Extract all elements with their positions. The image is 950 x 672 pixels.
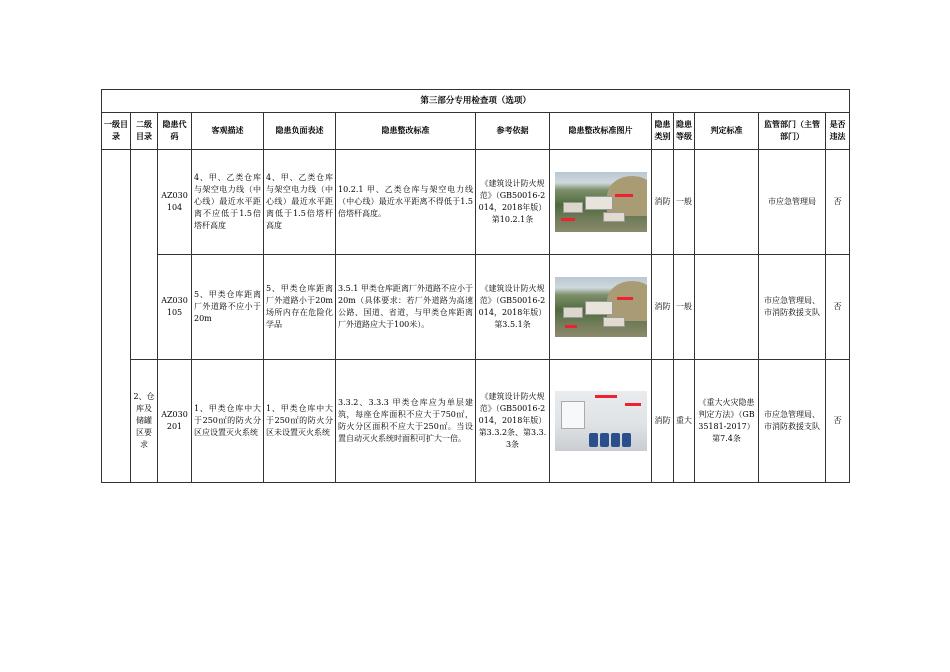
header-level2: 二级目录 xyxy=(131,113,158,150)
cell-level1 xyxy=(102,150,131,483)
cell-objective: 4、甲、乙类仓库与架空电力线（中心线）最近水平距离不应低于1.5倍塔杆高度 xyxy=(192,150,264,255)
cell-image xyxy=(550,255,652,360)
table-row xyxy=(102,255,850,360)
cell-criterion: 《重大火灾隐患判定方法》（GB35181-2017）第7.4条 xyxy=(695,360,759,483)
cell-standard: 3.3.2、3.3.3 甲类仓库应为单层建筑，每座仓库面积不应大于750㎡，防火分区面积不应大于250㎡。当设置自动灭火系统时面积可扩大一倍。 xyxy=(336,360,476,483)
cell-reference: 《建筑设计防火规范》（GB50016-2014，2018年版）第10.2.1条 xyxy=(476,150,550,255)
cell-objective: 5、甲类仓库距离厂外道路不应小于20m xyxy=(192,255,264,360)
cell-illegal: 否 xyxy=(826,255,850,360)
cell-department: 市应急管理局 xyxy=(759,150,826,255)
header-image: 隐患整改标准图片 xyxy=(550,113,652,150)
section-title: 第三部分专用检查项（选项） xyxy=(102,90,850,113)
cell-negative: 1、甲类仓库中大于250㎡的防火分区未设置灭火系统 xyxy=(264,360,336,483)
header-category: 隐患类别 xyxy=(652,113,674,150)
cell-level: 一般 xyxy=(674,150,695,255)
header-objective: 客观描述 xyxy=(192,113,264,150)
header-illegal: 是否违法 xyxy=(826,113,850,150)
warehouse-photo xyxy=(555,172,647,232)
cell-reference: 《建筑设计防火规范》（GB50016-2014，2018年版）第3.3.2条、第3.3.3条 xyxy=(476,360,550,483)
cell-criterion xyxy=(695,255,759,360)
cell-level: 重大 xyxy=(674,360,695,483)
header-department: 监管部门（主管部门） xyxy=(759,113,826,150)
cell-category: 消防 xyxy=(652,255,674,360)
cell-code: AZ030104 xyxy=(158,150,192,255)
cell-standard: 10.2.1 甲、乙类仓库与架空电力线（中心线）最近水平距离不得低于1.5倍塔杆高度。 xyxy=(336,150,476,255)
inspection-table xyxy=(101,89,850,483)
header-negative: 隐患负面表述 xyxy=(264,113,336,150)
warehouse-road-photo xyxy=(555,277,647,337)
cell-department: 市应急管理局、市消防救援支队 xyxy=(759,255,826,360)
header-criterion: 判定标准 xyxy=(695,113,759,150)
header-level: 隐患等级 xyxy=(674,113,695,150)
cell-department: 市应急管理局、市消防救援支队 xyxy=(759,360,826,483)
cell-code: AZ030105 xyxy=(158,255,192,360)
cell-category: 消防 xyxy=(652,360,674,483)
warehouse-interior-photo xyxy=(555,391,647,451)
header-standard: 隐患整改标准 xyxy=(336,113,476,150)
cell-image xyxy=(550,150,652,255)
cell-image xyxy=(550,360,652,483)
cell-category: 消防 xyxy=(652,150,674,255)
cell-objective: 1、甲类仓库中大于250㎡的防火分区应设置灭火系统 xyxy=(192,360,264,483)
cell-negative: 4、甲、乙类仓库与架空电力线（中心线）最近水平距离低于1.5倍塔杆高度 xyxy=(264,150,336,255)
cell-standard: 3.5.1 甲类仓库距离厂外道路不应小于20m（具体要求：若厂外道路为高速公路、国道、省道，与甲类仓库距离厂外道路应大于100米）。 xyxy=(336,255,476,360)
cell-illegal: 否 xyxy=(826,150,850,255)
inspection-table-container xyxy=(101,89,849,483)
cell-level: 一般 xyxy=(674,255,695,360)
header-level1: 一级目录 xyxy=(102,113,131,150)
cell-criterion xyxy=(695,150,759,255)
header-reference: 参考依据 xyxy=(476,113,550,150)
cell-level2 xyxy=(131,150,158,360)
cell-level2: 2、仓库及储罐区要求 xyxy=(131,360,158,483)
header-code: 隐患代码 xyxy=(158,113,192,150)
table-row xyxy=(102,150,850,255)
cell-negative: 5、甲类仓库距离厂外道路小于20m 场所内存在危险化学品 xyxy=(264,255,336,360)
table-row xyxy=(102,360,850,483)
cell-code: AZ030201 xyxy=(158,360,192,483)
cell-reference: 《建筑设计防火规范》（GB50016-2014，2018年版）第3.5.1条 xyxy=(476,255,550,360)
cell-illegal: 否 xyxy=(826,360,850,483)
